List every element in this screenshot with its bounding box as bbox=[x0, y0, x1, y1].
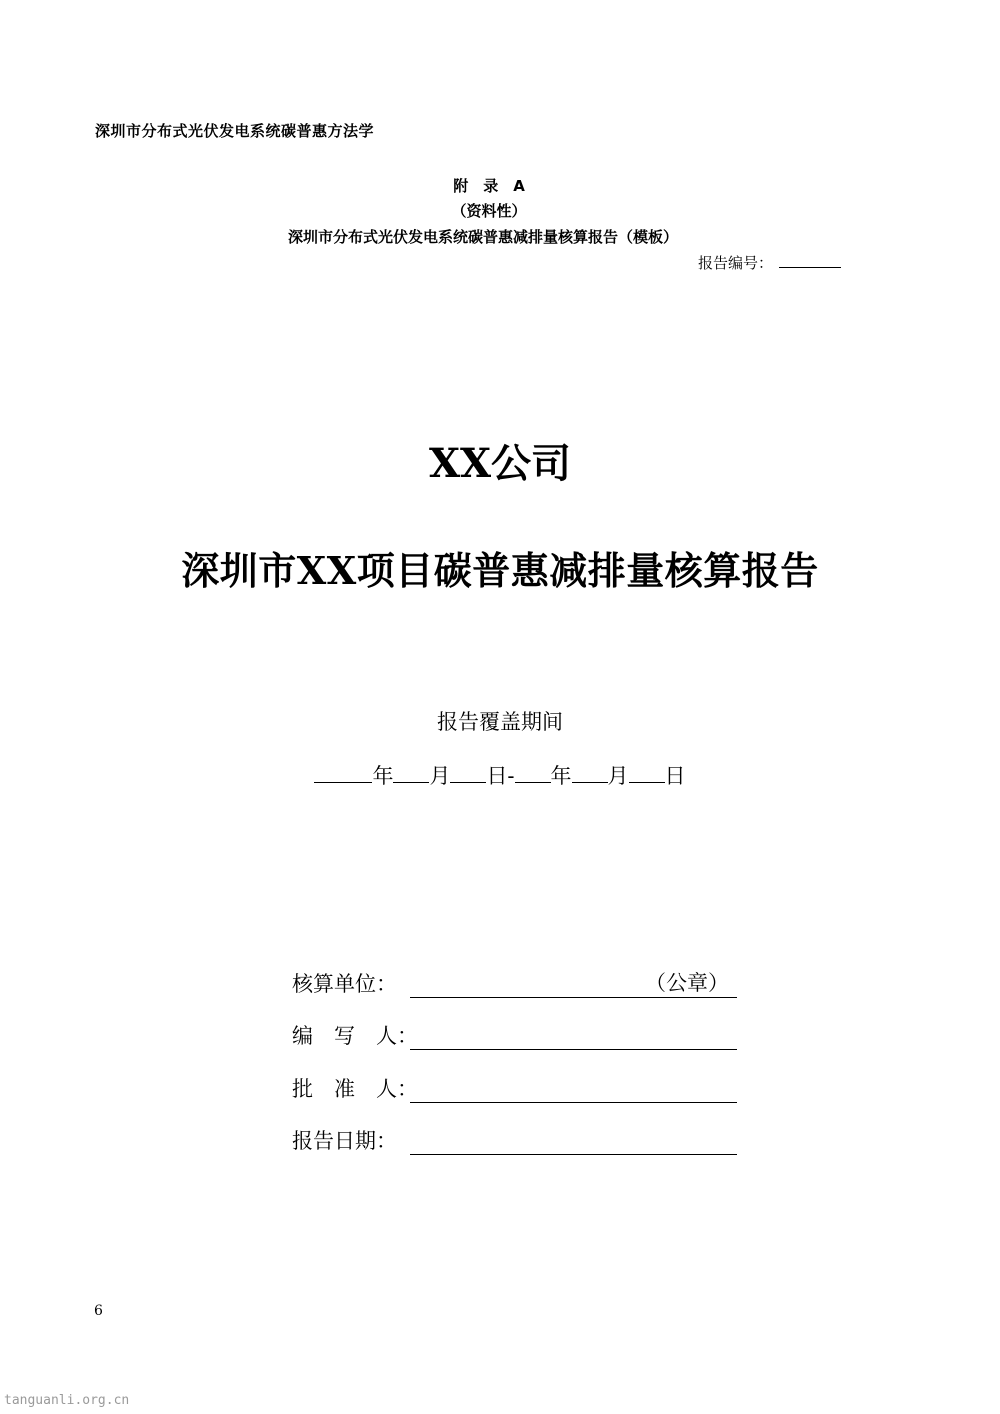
year-text-1: 年 bbox=[372, 764, 394, 788]
month-text-2: 月 bbox=[607, 764, 629, 788]
author-line bbox=[410, 1025, 737, 1050]
author-label: 编 写 人： bbox=[292, 1024, 418, 1048]
author-row bbox=[292, 1020, 737, 1050]
day-text-1: 日- bbox=[486, 764, 515, 788]
appendix-label: 附 录 A bbox=[453, 177, 525, 195]
approver-line bbox=[410, 1078, 737, 1103]
report-number bbox=[698, 252, 841, 273]
report-date-row bbox=[292, 1125, 737, 1155]
report-number-blank bbox=[779, 253, 841, 268]
year-text-2: 年 bbox=[550, 764, 572, 788]
report-number-label: 报告编号： bbox=[698, 254, 774, 272]
approver-label: 批 准 人： bbox=[292, 1077, 418, 1101]
report-date-label: 报告日期： bbox=[292, 1129, 397, 1153]
report-title: 深圳市XX项目碳普惠减排量核算报告 bbox=[181, 548, 819, 593]
month-blank-2 bbox=[572, 762, 608, 783]
year-blank-1 bbox=[314, 762, 372, 783]
accounting-unit-label: 核算单位： bbox=[292, 972, 397, 996]
month-text-1: 月 bbox=[429, 764, 451, 788]
template-title: 深圳市分布式光伏发电系统碳普惠减排量核算报告（模板） bbox=[287, 228, 678, 246]
page-number: 6 bbox=[94, 1303, 103, 1319]
watermark: tanguanli.org.cn bbox=[4, 1393, 130, 1408]
month-blank-1 bbox=[393, 762, 429, 783]
day-blank-1 bbox=[450, 762, 486, 783]
accounting-unit-row bbox=[292, 968, 737, 998]
day-text-2: 日 bbox=[664, 764, 686, 788]
running-header: 深圳市分布式光伏发电系统碳普惠方法学 bbox=[95, 122, 375, 140]
period-label: 报告覆盖期间 bbox=[437, 710, 563, 734]
accounting-unit-line bbox=[410, 973, 737, 998]
year-blank-2 bbox=[515, 762, 551, 783]
period-range bbox=[0, 760, 1000, 790]
report-date-line bbox=[410, 1130, 737, 1155]
approver-row bbox=[292, 1073, 737, 1103]
seal-text: （公章） bbox=[645, 971, 729, 995]
day-blank-2 bbox=[629, 762, 665, 783]
informative-note: （资料性） bbox=[451, 202, 527, 220]
company-name: XX公司 bbox=[428, 440, 572, 487]
